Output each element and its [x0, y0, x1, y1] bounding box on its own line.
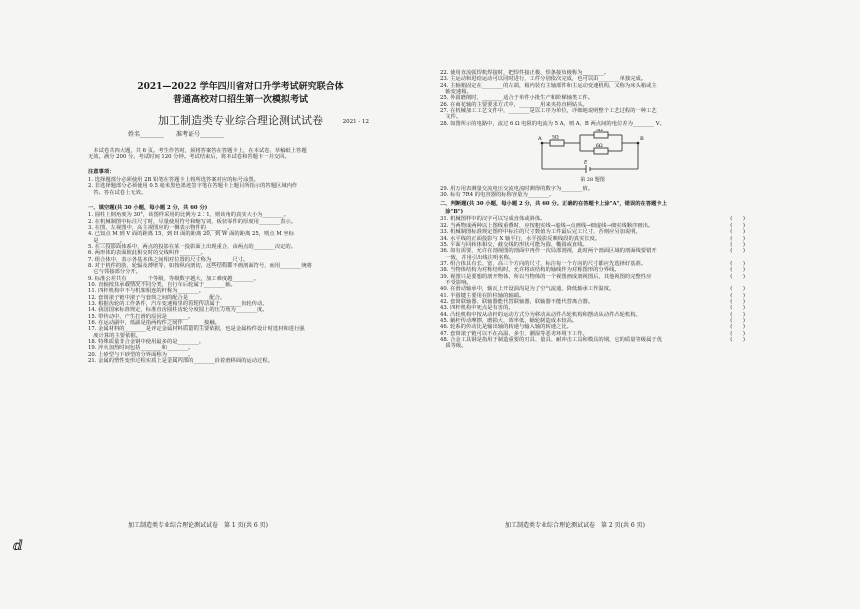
question-line: 19. 淬火加热时间包括________和________。	[88, 345, 194, 352]
node-a	[541, 142, 544, 145]
question-line: 是________。	[88, 237, 126, 244]
section-2-title-cont: 涂"B")	[440, 209, 464, 216]
question-line: 文件。	[440, 114, 462, 121]
paper-title: 加工制造类专业综合理论测试试卷	[158, 113, 323, 127]
judgement-line-text: 39. 视图只是要想的剖开物体，所以当物体的一个视图画成剖视图后，其他视图的完整性应	[440, 273, 652, 280]
question-line: 度计算的主要依据。	[88, 332, 141, 339]
judgement-line-text: 46. 轮系的传动比是输出轴的转速与输入轴的转速之比。	[440, 324, 572, 331]
judgement-line-text: 37. 组合体具有长、宽、高三个方向的尺寸，标注每一个方向的尺寸都应先选择好基准。	[440, 260, 647, 267]
circuit-caption: 第 28 题图	[580, 177, 605, 184]
judgement-line-text: 40. 在滑动轴承中，轴瓦上开设油沟是为了空气流通，降低轴承工作温度。	[440, 286, 615, 293]
intro-line: 无效。满分 200 分。考试时间 120 分钟。考试结束后，将本试卷和答题卡一并交回。	[88, 154, 290, 161]
section-1-title: 一、填空题(共 30 小题，每小题 2 分，共 60 分)	[88, 204, 208, 211]
judgement-line-text: 一致，并用引出线注明名称。	[440, 254, 515, 261]
question-line: 17. 金属材料的________是评定金属材料质量的主要依据，也是金属构件设计时选材和进行强	[88, 326, 305, 333]
exam-title-line-1: 2021—2022 学年四川省对口升学考试研究联合体	[137, 82, 344, 92]
judgement-line-text: 38. 当物体结构为对称结构时，允许将该结构的轴线作为对称图形的分界线。	[440, 267, 620, 274]
judgement-line-text: 44. 凸轮机构中按从动杆的运动方式分为移动从动件凸轮机构和摆动从动件凸轮机构。	[440, 311, 641, 318]
answer-paren: ( )	[730, 229, 745, 236]
answer-paren: ( )	[730, 286, 745, 293]
judgement-line-text: 31. 机械图样中的汉字可以写成直体或斜体。	[440, 216, 546, 223]
question-line: 30. 标有 7R4 的电容器的标称容量为________。	[440, 192, 555, 199]
question-line: 26. 在商花轴的主要要求方式中，________用来夹持直柄钻头。	[440, 101, 588, 108]
question-line: 18. 特殊质量非合金钢中使用最多的是________。	[88, 339, 205, 346]
answer-paren: ( )	[730, 222, 745, 229]
judgement-line-text: 不受影响。	[440, 279, 472, 286]
judgement-questions-list	[440, 216, 745, 349]
question-line: 25. 外圆磨削时，________适合于单件小批生产和阶梯轴类工件。	[440, 95, 594, 102]
fill-in-questions-list	[88, 212, 393, 364]
answer-paren: ( )	[730, 330, 745, 337]
page-1-footer: 加工制造类专业综合理论测试试卷 第 1 页(共 6 页)	[128, 522, 268, 529]
page-2-footer: 加工制造类专业综合理论测试试卷 第 2 页(共 6 页)	[505, 522, 645, 529]
judgement-line-text: 质等级。	[440, 343, 467, 350]
candidate-id-line: 姓名________ 准考证号________	[128, 130, 225, 138]
judgement-line-text: 43. 四杆机构中死点是有害的。	[440, 305, 514, 312]
notes-title: 注意事项：	[88, 169, 115, 176]
answer-paren: ( )	[730, 337, 745, 343]
question-line: 3. 在图，左视图中，高主视图应的一侧表示物件的________。	[88, 224, 233, 231]
answer-paren: ( )	[730, 241, 745, 248]
question-line: 13. 根据齿轮的工作条件，汽车变速箱里的齿轮传动属于________齿轮传动。	[88, 301, 268, 307]
note-line: 1. 选择题部分必须使用 2B 铅笔在答题卡上将所选答案对应的标号涂黑。	[88, 176, 259, 183]
judgement-line-text: 41. 半圆键主要用在阶柱轴的轴端。	[440, 292, 525, 299]
judgement-line	[440, 343, 745, 349]
question-line: 29. 用万用表测量交流电压交流电流时测得的数字为________值。	[440, 186, 594, 193]
question-line: 10. 直轴按其承载情况不同分类，自行车后轮属于________轴。	[88, 281, 236, 288]
question-line: 22. 使用直流弧焊机焊接时，把焊件接正极，焊条接负极称为________。	[440, 70, 610, 76]
answer-paren: ( )	[730, 311, 745, 318]
question-line: 5. 在三投影面体系中，两点的投影在某一投影面上出现重合，由两点的________决定的。	[88, 243, 297, 250]
question-line: 12. 套筒滚子链中滚子与套筒之间的配合是________配合。	[88, 294, 226, 301]
question-line: 4. 已知点 M 到 V 面的距离 15，到 H 面的距离 20，到 W 面的距离 25，则点 M 坐标	[88, 231, 295, 238]
answer-paren: ( )	[730, 260, 745, 267]
exam-date: 2021 - 12	[342, 118, 369, 125]
judgement-line-text: 42. 套筒联轴器、联轴器能代替联轴器，联轴器不能代替离合器。	[440, 298, 594, 305]
answer-paren: ( )	[730, 235, 745, 242]
question-line: 24. 主轴箱固定在________的左端，箱内装有主轴部件和主运动变速机构，又称为床头箱或主	[440, 82, 657, 89]
question-line: 它与邻接部分分开。	[88, 269, 141, 276]
question-line: 7. 组合体中，表示各基本体之间相对位置的尺寸称为________尺寸。	[88, 256, 249, 263]
exam-title-line-2: 普通高校对口招生第一次模拟考试	[172, 94, 308, 105]
answer-paren: ( )	[730, 305, 745, 312]
answer-paren: ( )	[730, 292, 745, 299]
label-b: B	[640, 136, 644, 143]
label-a: A	[538, 136, 542, 143]
intro-block	[88, 148, 393, 161]
page-1	[88, 70, 393, 364]
section-2-title: 二、判断题(共 30 小题，每小题 2 分，共 60 分。正确的在答题卡上涂"A"，错误的在答题卡上	[440, 200, 668, 207]
question-line: 20. 上砂型与下砂型的分界面称为________。	[88, 351, 194, 358]
question-line: 23. 主运动和进给运动可以同时进行，工件分别依次完成，也可以由________单独完成。	[440, 76, 647, 83]
page-2	[440, 70, 745, 350]
answer-paren: ( )	[730, 248, 745, 255]
question-line: 8. 对于机件的肋、轮辐及薄壁等，如按纵向剖切，这些结构都不画剖面符号，而用________统将	[88, 262, 312, 269]
fill-in-questions-final	[440, 186, 745, 199]
source-label: E	[584, 160, 588, 166]
question-line: 2. 在机械制图中标注尺寸时，尽量使用符号和缩写词，板状零件的厚度用________表示。	[88, 218, 297, 225]
resistor-6-label: 6Ω	[596, 144, 603, 150]
answer-paren: ( )	[730, 216, 745, 223]
question-line: 轴变速箱。	[440, 89, 472, 96]
note-line: 2. 非选择题部分必须使用 0.5 毫米黑色墨迹签字笔在答题卡上题目所指示的答题区域内作	[88, 183, 298, 190]
question-line: 14. 我国国家标准规定，标准直齿圆柱齿轮分度圆上的压力角为________度。	[88, 307, 268, 314]
answer-paren: ( )	[730, 267, 745, 274]
resistor-5-label: 5Ω	[552, 135, 559, 141]
question-line: 1. 圆柱上倒角度为 30°，该图样采用的比例为 2∶1，则该角的真实大小为________。	[88, 212, 290, 219]
question-line: 16. 在运动副中，低副是指两构件之间作________接触。	[88, 320, 220, 327]
resistor-3-label: 3Ω	[596, 129, 603, 134]
answer-paren: ( )	[730, 298, 745, 305]
question-line: 9. 标准公差共有________个等级，等级数字越大，加工难度越________。	[88, 275, 259, 282]
judgement-line-text: 45. 蜗杆传动摩擦，磨损大，效率低，蜗轮制造成本较高。	[440, 317, 578, 324]
question-line: 28. 如图所示的电路中，流过 6 Ω 电阻的电流为 5 A，则 A、B 两点间的电位差为________ V。	[440, 120, 665, 127]
question-line: 27. 在机械加工工艺文件中，________是以工序为单位，详细地说明整个工艺过程的一种工艺	[440, 108, 657, 115]
judgement-line-text: 35. 平面与回转体相交，截交线的形状可能为圆、椭圆或直线。	[440, 241, 588, 248]
paper-title-row	[88, 114, 393, 128]
answer-paren: ( )	[730, 317, 745, 324]
question-line: 15. 带传动中，产生打滑的原因是________。	[88, 313, 194, 320]
question-line: 11. 四杆机构中不与机架相连的杆称为________。	[88, 288, 205, 295]
note-line: 答。答在试卷上无效。	[88, 189, 147, 196]
judgement-line-text: 32. 当两物成两种以上图线重叠时，应按粗实线→虚线→点画线→细虚线→细实线顺序画出。	[440, 222, 654, 229]
judgement-line-text: 36. 如有需要，允许在剖视图的剖面中再作一次局部剖视，此时两个剖面区域的剖面线要错开	[440, 248, 657, 255]
judgement-line-text: 47. 套筒滚子链可以不在高温、多尘、潮湿等恶劣环境下工作。	[440, 330, 588, 337]
intro-line: 本试卷共四大题，共 6 页。考生作答时，须将答案答在答题卡上，在本试卷、草稿纸上答题	[88, 147, 307, 154]
question-line: 21. 金属的塑性变形过程实质上是金属内部的________沿着滑移面的运动过程。	[88, 358, 273, 365]
question-line: 6. 两形体的表面彼此相交时的交线叫作________。	[88, 250, 206, 257]
handwritten-mark: ⅆ	[13, 538, 23, 554]
notes-list	[88, 177, 393, 196]
judgement-line-text: 33. 机械制图标准规定图样中标注的尺寸数值为工件最后完工尺寸，否则应另加说明。	[440, 229, 641, 236]
answer-paren: ( )	[730, 324, 745, 331]
fill-in-questions-continued	[440, 70, 745, 127]
answer-paren: ( )	[730, 273, 745, 280]
judgement-line-text: 48. 合金工具钢是指用于制造重要的刃具、量具、耐冲击工具和模具的钢，它的质量等级属于优	[440, 337, 662, 343]
circuit-diagram	[538, 129, 648, 177]
judgement-line-text: 34. 水平线的正面投影与 X 轴平行，水平投影反映线段的真实长度。	[440, 235, 601, 242]
node-b	[637, 142, 640, 145]
